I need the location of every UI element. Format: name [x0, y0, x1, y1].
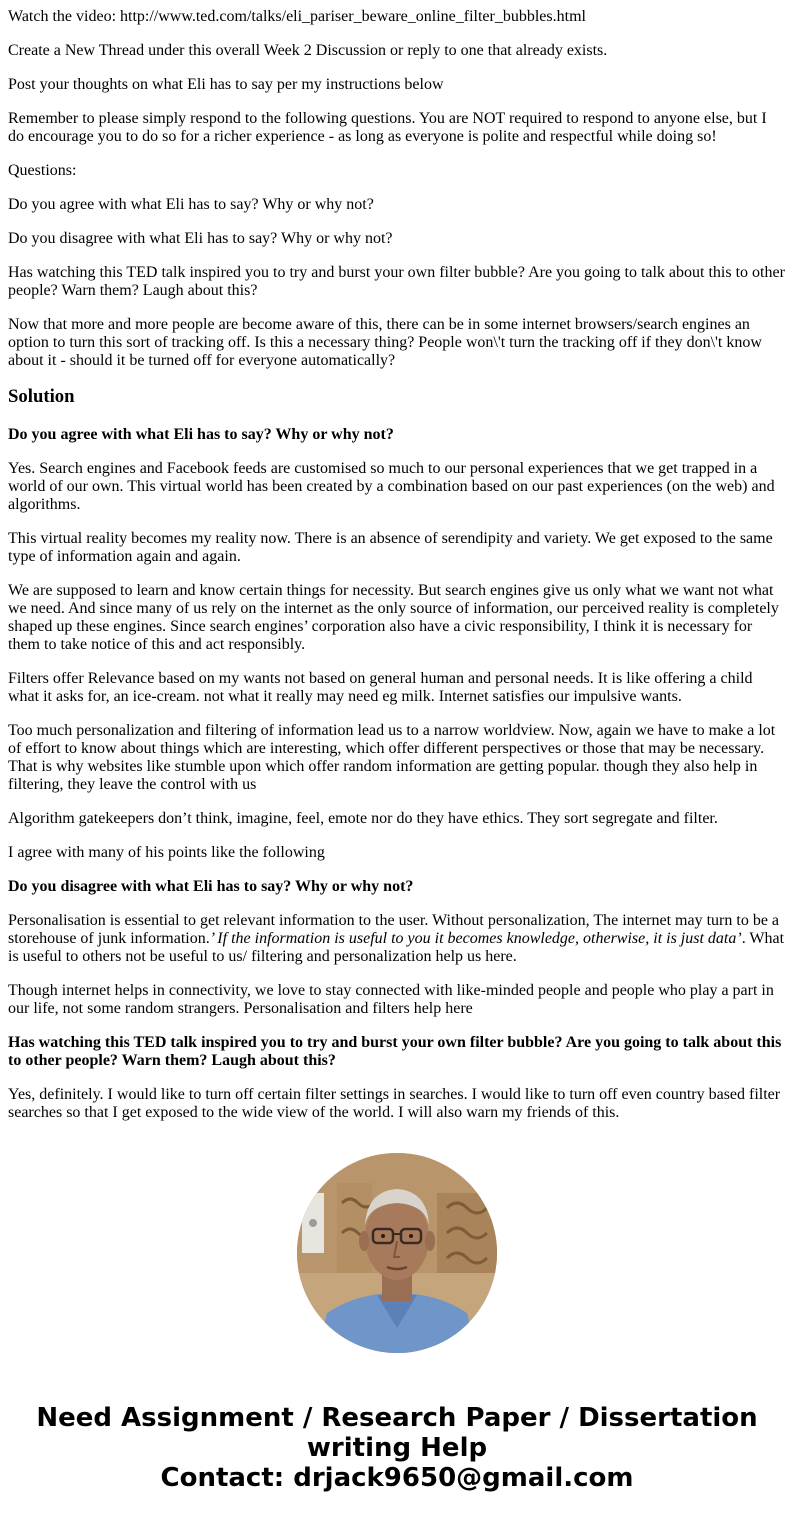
agree-paragraph-5: Too much personalization and filtering of information lead us to a narrow worldview. Now, again we have to make a lot of effort to know about things which are interesting, which offer different perspectives or those that may be necessary. That is why websites like stumble upon which offer random information are getting popular. though they also help in filtering, they leave the control with us [8, 722, 776, 793]
thread-instruction: Create a New Thread under this overall Week 2 Discussion or reply to one that already exists. [8, 42, 608, 59]
banner-contact-line: Contact: drjack9650@gmail.com [160, 1463, 634, 1493]
agree-paragraph-4: Filters offer Relevance based on my wants not based on general human and personal needs. It is like offering a child what it asks for, an ice-cream. not what it really may need eg milk. Internet satisfies our impulsive wants. [8, 670, 753, 705]
burst-paragraph-1: Yes, definitely. I would like to turn off certain filter settings in searches. I would like to turn off even country based filter searches so that I get exposed to the wide view of the world. I will also warn my friends of this. [8, 1086, 781, 1121]
remember-instruction: Remember to please simply respond to the following questions. You are NOT required to respond to anyone else, but I do encourage you to do so for a richer experience - as long as everyone is polite and respectful while doing so! [8, 110, 767, 145]
agree-paragraph-6: Algorithm gatekeepers don’t think, imagine, feel, emote nor do they have ethics. They sort segregate and filter. [8, 810, 718, 827]
question-4: Now that more and more people are become aware of this, there can be in some internet browsers/search engines an option to turn this sort of tracking off. Is this a necessary thing? People won\'t turn the tracking off if they don\'t know about it - should it be turned off for everyone automatically? [8, 316, 762, 369]
question-2: Do you disagree with what Eli has to say? Why or why not? [8, 230, 393, 247]
question-1: Do you agree with what Eli has to say? Why or why not? [8, 196, 374, 213]
disagree-paragraph-2: Though internet helps in connectivity, we love to stay connected with like-minded people and people who play a part in our life, not some random strangers. Personalisation and filters help here [8, 982, 774, 1017]
disagree-paragraph-1-end: . What is useful to others not be useful to us/ filtering and personalization help us here. [8, 930, 785, 965]
disagree-heading-text: Do you disagree with what Eli has to say? Why or why not? [8, 878, 414, 895]
solution-heading: Solution [8, 386, 75, 407]
agree-heading [8, 426, 786, 444]
burst-heading-text: Has watching this TED talk inspired you to try and burst your own filter bubble? Are you going to talk about this to other people? Warn them? Laugh about this? [8, 1034, 782, 1069]
agree-paragraph-7: I agree with many of his points like the following [8, 844, 325, 861]
question-and-solution-text [8, 8, 786, 1123]
author-portrait [297, 1153, 497, 1353]
disagree-quote: ’ If the information is useful to you it becomes knowledge, otherwise, it is just data’ [209, 930, 742, 947]
agree-paragraph-2: This virtual reality becomes my reality now. There is an absence of serendipity and variety. We get exposed to the same type of information again and again. [8, 530, 773, 565]
burst-heading [8, 1034, 786, 1070]
question-3: Has watching this TED talk inspired you to try and burst your own filter bubble? Are you going to talk about this to other people? Warn them? Laugh about this? [8, 264, 785, 299]
agree-paragraph-3: We are supposed to learn and know certain things for necessity. But search engines give us only what we want not what we need. And since many of us rely on the internet as the only source of information, our perceived reality is completely shaped up these engines. Since search engines’ corporation also have a civic responsibility, I think it is necessary for them to take notice of this and act responsibly. [8, 582, 779, 653]
help-banner [0, 1403, 794, 1493]
post-instruction: Post your thoughts on what Eli has to say per my instructions below [8, 76, 444, 93]
agree-heading-text: Do you agree with what Eli has to say? Why or why not? [8, 426, 394, 443]
disagree-paragraph-1 [8, 912, 786, 966]
author-avatar [297, 1153, 497, 1353]
banner-line-2: writing Help [306, 1433, 488, 1463]
questions-label: Questions: [8, 162, 77, 179]
disagree-heading [8, 878, 786, 896]
banner-line-1: Need Assignment / Research Paper / Dissertation [36, 1403, 758, 1433]
video-link-line: Watch the video: http://www.ted.com/talks/eli_pariser_beware_online_filter_bubbles.html [8, 8, 586, 25]
agree-paragraph-1: Yes. Search engines and Facebook feeds are customised so much to our personal experiences that we get trapped in a world of our own. This virtual world has been created by a combination based on our past experiences (on the web) and algorithms. [8, 460, 775, 513]
disagree-paragraph-1-start: Personalisation is essential to get relevant information to the user. Without personalization, The internet may turn to be a storehouse of junk information. [8, 912, 780, 947]
